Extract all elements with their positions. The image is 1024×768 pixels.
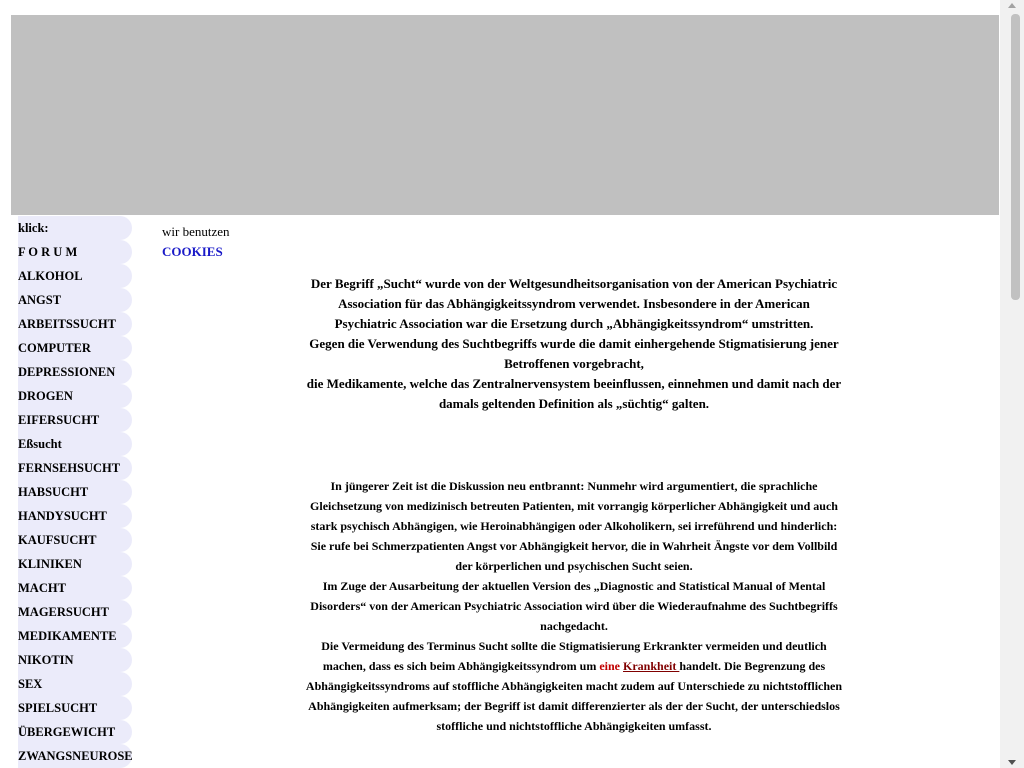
nav-item-sex[interactable]: SEX bbox=[18, 672, 132, 696]
paragraph-line: die Medikamente, welche das Zentralnervensystem beeinflussen, einnehmen und damit nach der bbox=[306, 376, 842, 391]
nav-item-eifersucht[interactable]: EIFERSUCHT bbox=[18, 408, 132, 432]
nav-item-arbeitssucht[interactable]: ARBEITSSUCHT bbox=[18, 312, 132, 336]
nav-item-zwangsneurose[interactable]: ZWANGSNEUROSE bbox=[18, 744, 132, 768]
paragraph-line: Gleichsetzung von medizinisch betreuten Patienten, mit vorrangig körperlicher Abhängigkeit und auch bbox=[310, 499, 838, 513]
cookie-intro: wir benutzen bbox=[162, 224, 230, 239]
paragraph-line: damals geltenden Definition als „süchtig“ galten. bbox=[438, 396, 710, 411]
header-banner bbox=[11, 15, 999, 215]
scroll-up-arrow-icon[interactable] bbox=[1008, 3, 1016, 8]
nav-item-nikotin[interactable]: NIKOTIN bbox=[18, 648, 132, 672]
line-suffix: handelt. Die Begrenzung des bbox=[679, 659, 826, 673]
krankheit-link[interactable]: Krankheit bbox=[623, 659, 680, 673]
nav-item-spielsucht[interactable]: SPIELSUCHT bbox=[18, 696, 132, 720]
nav-header: klick: bbox=[18, 216, 132, 240]
main-content bbox=[300, 274, 848, 736]
nav-item-depressionen[interactable]: DEPRESSIONEN bbox=[18, 360, 132, 384]
nav-item-kliniken[interactable]: KLINIKEN bbox=[18, 552, 132, 576]
paragraph-sucht-begriff bbox=[300, 274, 848, 414]
nav-item-habsucht[interactable]: HABSUCHT bbox=[18, 480, 132, 504]
paragraph-line: Abhängigkeiten aufmerksam; der Begriff ist damit differenzierter als der der Sucht, der unterschiedslos bbox=[308, 699, 840, 713]
paragraph-line: Betroffenen vorgebracht, bbox=[504, 356, 644, 371]
nav-item-eßsucht[interactable]: Eßsucht bbox=[18, 432, 132, 456]
paragraph-line: Association für das Abhängigkeitssyndrom verwendet. Insbesondere in der American bbox=[338, 296, 810, 311]
paragraph-line: Im Zuge der Ausarbeitung der aktuellen Version des „Diagnostic and Statistical Manual of Mental bbox=[322, 579, 826, 593]
eine-highlight: eine bbox=[599, 659, 621, 673]
nav-item-computer[interactable]: COMPUTER bbox=[18, 336, 132, 360]
vertical-scrollbar[interactable] bbox=[1000, 0, 1024, 768]
nav-item-magersucht[interactable]: MAGERSUCHT bbox=[18, 600, 132, 624]
paragraph-line: stark psychisch Abhängigen, wie Heroinabhängigen oder Alkoholikern, sei irreführend und hinderlich: bbox=[310, 519, 838, 533]
sidebar-nav bbox=[18, 216, 132, 768]
paragraph-diskussion bbox=[300, 476, 848, 736]
line-prefix: machen, dass es sich beim Abhängigkeitssyndrom um bbox=[322, 659, 600, 673]
nav-item-angst[interactable]: ANGST bbox=[18, 288, 132, 312]
paragraph-line: der körperlichen und psychischen Sucht seien. bbox=[455, 559, 693, 573]
paragraph-line: stoffliche und nichtstoffliche Abhängigkeiten umfasst. bbox=[436, 719, 712, 733]
nav-item-f-o-r-u-m[interactable]: F O R U M bbox=[18, 240, 132, 264]
cookies-link[interactable]: COOKIES bbox=[162, 244, 223, 259]
nav-item-übergewicht[interactable]: ÜBERGEWICHT bbox=[18, 720, 132, 744]
nav-item-macht[interactable]: MACHT bbox=[18, 576, 132, 600]
paragraph-line: Die Vermeidung des Terminus Sucht sollte die Stigmatisierung Erkrankter vermeiden und deutlich bbox=[321, 639, 827, 653]
nav-item-drogen[interactable]: DROGEN bbox=[18, 384, 132, 408]
paragraph-line: Sie rufe bei Schmerzpatienten Angst vor Abhängigkeit hervor, die in Wahrheit Ängste vor dem Vollbild bbox=[310, 539, 838, 553]
paragraph-line: nachgedacht. bbox=[540, 619, 608, 633]
nav-item-medikamente[interactable]: MEDIKAMENTE bbox=[18, 624, 132, 648]
paragraph-line: Psychiatric Association war die Ersetzung durch „Abhängigkeitssyndrom“ umstritten. bbox=[334, 316, 814, 331]
paragraph-line: Der Begriff „Sucht“ wurde von der Weltgesundheitsorganisation von der American Psychiatric bbox=[310, 276, 838, 291]
nav-item-fernsehsucht[interactable]: FERNSEHSUCHT bbox=[18, 456, 132, 480]
nav-item-alkohol[interactable]: ALKOHOL bbox=[18, 264, 132, 288]
nav-item-kaufsucht[interactable]: KAUFSUCHT bbox=[18, 528, 132, 552]
scroll-down-arrow-icon[interactable] bbox=[1008, 760, 1016, 765]
paragraph-line: Gegen die Verwendung des Suchtbegriffs wurde die damit einhergehende Stigmatisierung jener bbox=[309, 336, 839, 351]
nav-item-handysucht[interactable]: HANDYSUCHT bbox=[18, 504, 132, 528]
paragraph-line: Disorders“ von der American Psychiatric Association wird über die Wiederaufnahme des Suchtbegriffs bbox=[310, 599, 838, 613]
scroll-thumb[interactable] bbox=[1011, 14, 1020, 300]
paragraph-line-krankheit bbox=[300, 656, 848, 676]
paragraph-line: Abhängigkeitssyndroms auf stoffliche Abhängigkeiten macht zudem auf Unterschiede zu nichtstofflichen bbox=[305, 679, 843, 693]
paragraph-line: In jüngerer Zeit ist die Diskussion neu entbrannt: Nunmehr wird argumentiert, die sprachliche bbox=[330, 479, 818, 493]
cookie-notice bbox=[162, 224, 230, 260]
